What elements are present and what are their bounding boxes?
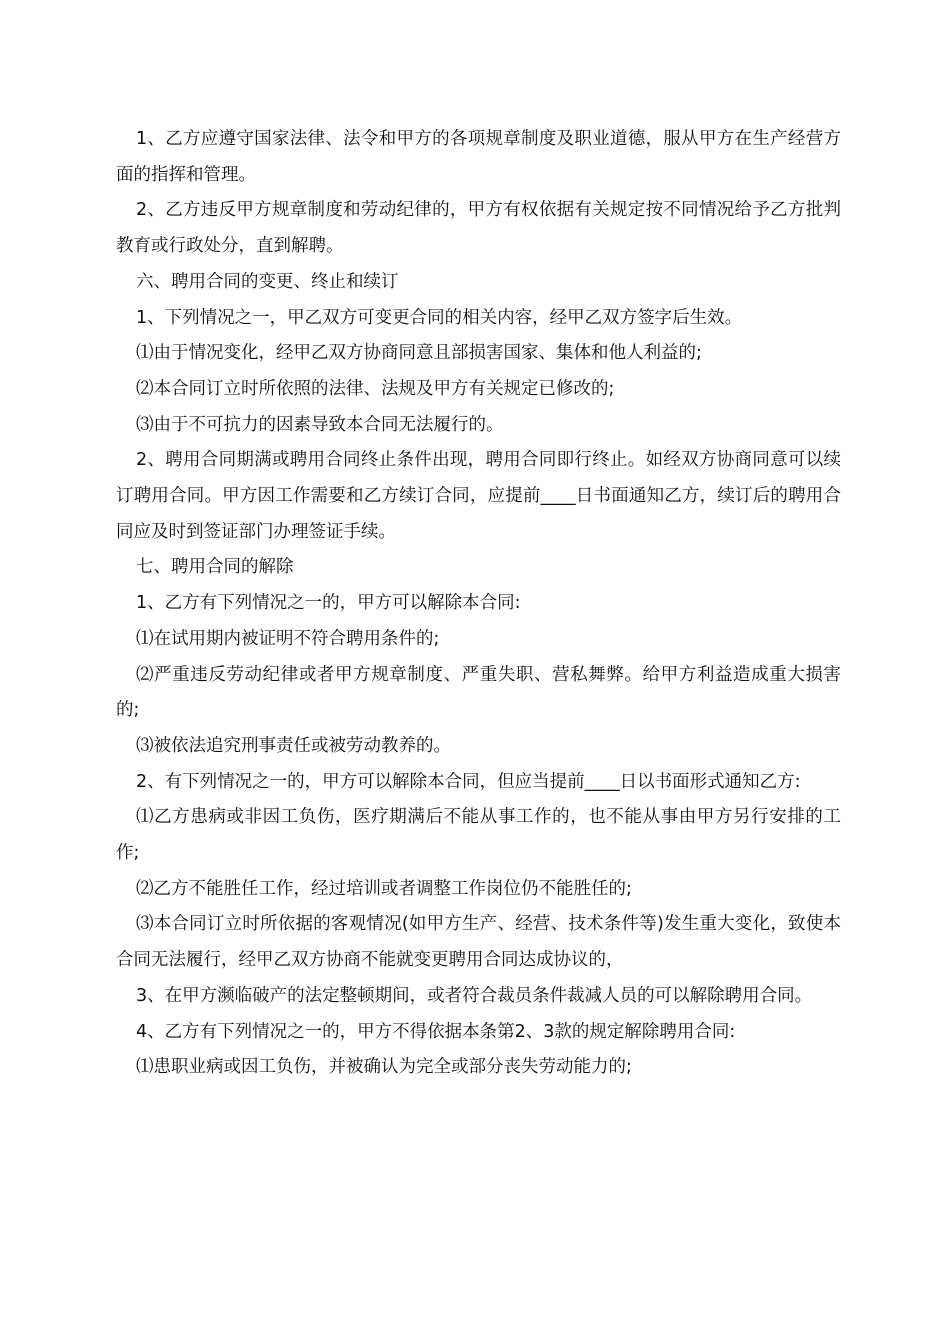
sub-clause: ⑵严重违反劳动纪律或者甲方规章制度、严重失职、营私舞弊。给甲方利益造成重大损害的; [116, 664, 841, 721]
sub-clause: ⑶由于不可抗力的因素导致本合同无法履行的。 [136, 414, 504, 435]
clause-paragraph: 2、聘用合同期满或聘用合同终止条件出现，聘用合同即行终止。如经双方协商同意可以续订聘用合同。甲方因工作需要和乙方续订合同，应提前____日书面通知乙方，续订后的聘用合同应及时到签证部门办理签证手续。 [116, 450, 841, 542]
clause-paragraph: 2、乙方违反甲方规章制度和劳动纪律的，甲方有权依据有关规定按不同情况给予乙方批判教育或行政处分，直到解聘。 [116, 200, 841, 257]
sub-clause: ⑴乙方患病或非因工负伤，医疗期满后不能从事工作的，也不能从事由甲方另行安排的工作; [116, 807, 841, 864]
clause-paragraph: 1、下列情况之一，甲乙双方可变更合同的相关内容，经甲乙双方签字后生效。 [136, 307, 743, 328]
clause-paragraph: 1、乙方有下列情况之一的，甲方可以解除本合同: [136, 593, 521, 614]
sub-clause: ⑵乙方不能胜任工作，经过培训或者调整工作岗位仍不能胜任的; [136, 878, 632, 899]
sub-clause: ⑵本合同订立时所依照的法律、法规及甲方有关规定已修改的; [136, 378, 615, 399]
sub-clause: ⑴患职业病或因工负伤，并被确认为完全或部分丧失劳动能力的; [136, 1057, 632, 1078]
clause-paragraph: 3、在甲方濒临破产的法定整顿期间，或者符合裁员条件裁减人员的可以解除聘用合同。 [136, 985, 813, 1006]
sub-clause: ⑶本合同订立时所依据的客观情况(如甲方生产、经营、技术条件等)发生重大变化，致使本合同无法履行，经甲乙双方协商不能就变更聘用合同达成协议的， [116, 914, 841, 971]
clause-paragraph: 1、乙方应遵守国家法律、法令和甲方的各项规章制度及职业道德，服从甲方在生产经营方面的指挥和管理。 [116, 129, 841, 185]
sub-clause: ⑴由于情况变化，经甲乙双方协商同意且部损害国家、集体和他人利益的; [136, 343, 702, 364]
section-heading: 七、聘用合同的解除 [136, 557, 294, 578]
sub-clause: ⑴在试用期内被证明不符合聘用条件的; [136, 628, 440, 649]
sub-clause: ⑶被依法追究刑事责任或被劳动教养的。 [136, 735, 451, 756]
document-body [116, 122, 841, 1086]
clause-paragraph: 4、乙方有下列情况之一的，甲方不得依据本条第2、3款的规定解除聘用合同: [136, 1021, 736, 1042]
section-heading: 六、聘用合同的变更、终止和续订 [136, 271, 399, 292]
clause-paragraph: 2、有下列情况之一的，甲方可以解除本合同，但应当提前____日以书面形式通知乙方: [136, 771, 801, 792]
